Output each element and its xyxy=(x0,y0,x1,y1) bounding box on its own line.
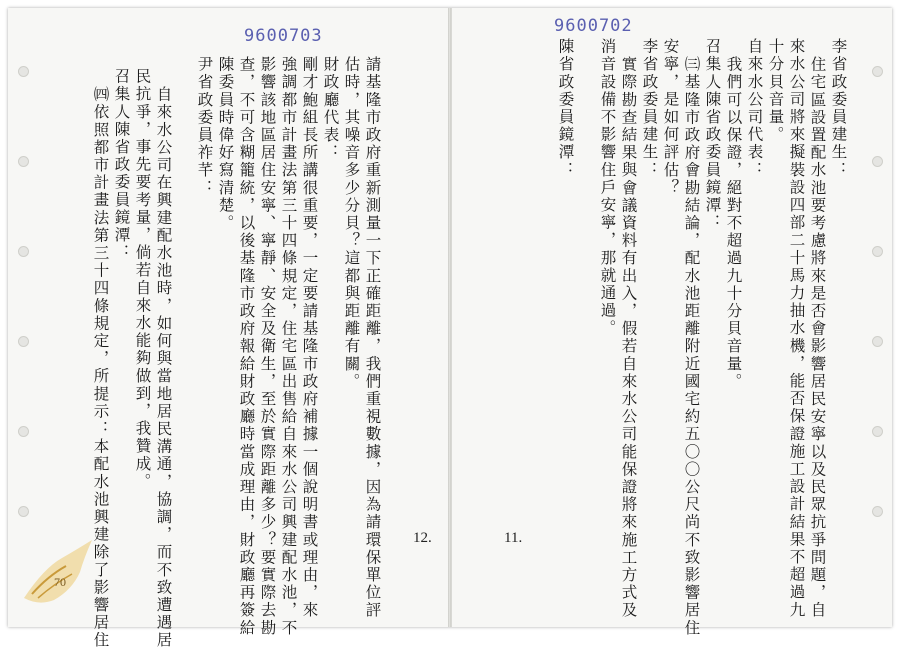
text-line: ㈢基隆市政府會勘結論，配水池距離附近國宅約五〇〇公尺尚不致影響居住 xyxy=(682,56,701,637)
text-line: 影響該地區居住安寧、寧靜、安全及衛生，至於實際距離多少？要實際去勘 xyxy=(258,56,277,637)
binding-hole xyxy=(18,506,29,517)
text-line: 民抗爭，事先要考量，倘若自來水能夠做到，我贊成。 xyxy=(133,68,152,491)
binding-hole xyxy=(872,506,883,517)
text-line: 自來水公司在興建配水池時，如何與當地居民溝通，協調，而不致遭遇居 xyxy=(154,86,173,649)
page-number: 11. xyxy=(504,530,523,546)
document-spread xyxy=(8,8,892,649)
serial-stamp: 9600702 xyxy=(554,16,633,36)
serial-stamp: 9600703 xyxy=(244,26,323,46)
text-line: 強調都市計畫法第三十四條規定，住宅區出售給自來水公司興建配水池，不 xyxy=(279,56,298,637)
text-line: 召集人陳省政委員鏡潭： xyxy=(112,68,131,262)
text-line: 自來水公司代表： xyxy=(745,38,764,179)
binding-hole xyxy=(872,156,883,167)
right-page xyxy=(451,8,892,637)
binding-hole xyxy=(18,156,29,167)
text-line: 召集人陳省政委員鏡潭： xyxy=(703,38,722,232)
text-line: 估時，其噪音多少分貝？這都與距離有關。 xyxy=(342,56,361,391)
text-line: 我們可以保證，絕對不超過九十分貝音量。 xyxy=(724,56,743,391)
binding-hole xyxy=(872,246,883,257)
page-number: 12. xyxy=(413,530,432,546)
text-line: 來水公司將來擬裝設四部二十馬力抽水機，能否保證施工設計結果不超過九 xyxy=(787,38,806,619)
binding-hole xyxy=(872,336,883,347)
svg-text:70: 70 xyxy=(54,575,66,589)
text-line: 請基隆市政府重新測量一下正確距離，我們重視數據，因為請環保單位評 xyxy=(363,56,382,620)
archive-logo xyxy=(14,528,104,608)
text-line: 陳委員時偉好寫清楚。 xyxy=(216,56,235,232)
binding-hole xyxy=(872,426,883,437)
text-line: 實際勘查結果與會議資料有出入，假若自來水公司能保證將來施工方式及 xyxy=(619,56,638,620)
text-line: 安寧，是如何評估？ xyxy=(661,38,680,197)
binding-hole xyxy=(18,66,29,77)
text-line: 財政廳代表： xyxy=(321,56,340,162)
text-line: 十分貝音量。 xyxy=(766,38,785,144)
binding-hole xyxy=(872,66,883,77)
binding-hole xyxy=(18,426,29,437)
text-line: 消音設備不影響住戶安寧，那就通過。 xyxy=(598,38,617,338)
text-line: 住宅區設置配水池要考慮將來是否會影響居民安寧以及民眾抗爭問題，自 xyxy=(808,56,827,620)
text-line: 查，不可含糊籠統，以後基隆市政府報給財政廳時當成理由，財政廳再簽給 xyxy=(237,56,256,637)
binding-hole xyxy=(18,336,29,347)
text-line: 李省政委員建生： xyxy=(640,38,659,179)
text-line: 陳省政委員鏡潭： xyxy=(556,38,575,179)
text-line: ㈣依照都市計畫法第三十四條規定，所提示：本配水池興建除了影響居住 xyxy=(91,86,110,649)
binding-hole xyxy=(18,246,29,257)
text-line: 李省政委員建生： xyxy=(829,38,848,179)
text-line: 剛才鮑組長所講很重要，一定要請基隆市政府補據一個說明書或理由，來 xyxy=(300,56,319,620)
text-line: 尹省政委員祚芊： xyxy=(195,56,214,197)
